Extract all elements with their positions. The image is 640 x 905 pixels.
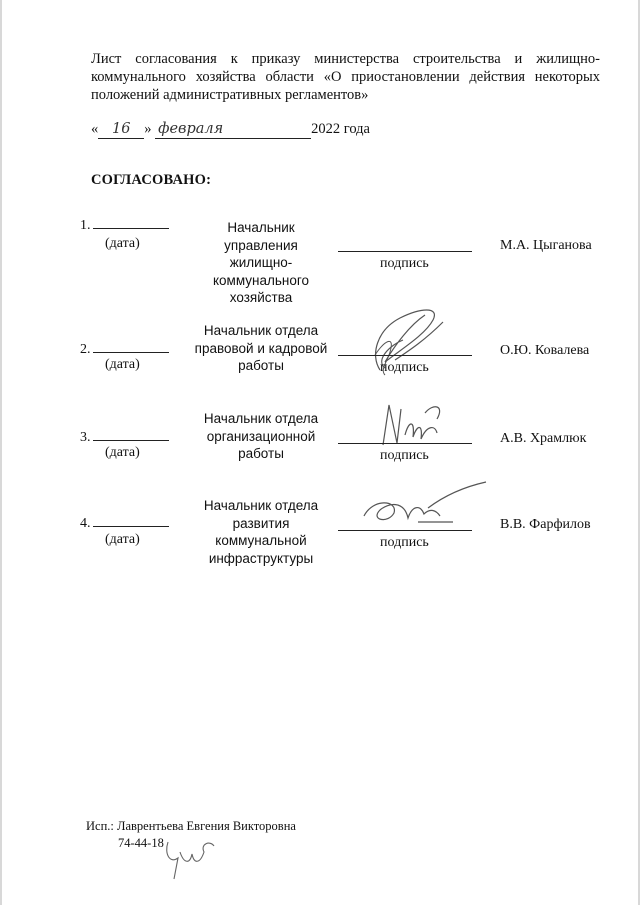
date-caption: (дата) [105,445,140,460]
date-line [91,120,370,139]
page-left-edge [0,0,2,905]
position-title: Начальник отдела правовой и кадровой работы [194,323,328,373]
signature-caption: подпись [380,256,429,271]
approval-number: 1. [80,216,169,234]
date-close-quote: » [144,121,152,137]
document-header: Лист согласования к приказу министерства строительства и жилищно-коммунального хозяйства области «О приостановлении действия некоторых положений административных регламентов» [91,51,600,103]
signature-line [338,530,472,531]
date-caption: (дата) [105,532,140,547]
approver-name: М.А. Цыганова [500,238,592,253]
signature-caption: подпись [380,535,429,550]
executor-phone: 74-44-18 [118,836,164,850]
position-title: Начальник управления жилищно- коммунального хозяйства [212,220,309,305]
signature-line [338,355,472,356]
date-caption: (дата) [105,357,140,372]
signature-farfilov [358,478,493,533]
approver-name: В.В. Фарфилов [500,517,591,532]
date-blank-line [93,216,169,229]
approval-number: 2. [80,340,169,358]
date-year: 2022 года [311,121,370,137]
approval-number: 4. [80,514,169,532]
date-blank-line [93,514,169,527]
agreed-heading: СОГЛАСОВАНО: [91,172,212,188]
executor-signature [160,834,220,884]
approver-name: А.В. Храмлюк [500,431,587,446]
signature-caption: подпись [380,448,429,463]
signature-khramlyuk [375,395,455,455]
position-title: Начальник отдела развития коммунальной инфраструктуры [203,498,319,566]
date-open-quote: « [91,121,99,137]
date-blank-line [93,340,169,353]
position-title: Начальник отдела организационной работы [203,411,319,461]
signature-caption: подпись [380,360,429,375]
date-blank-line [93,428,169,441]
signature-line [338,251,472,252]
approval-number: 3. [80,428,169,446]
approver-name: О.Ю. Ковалева [500,343,590,358]
date-caption: (дата) [105,236,140,251]
date-day-handwritten: 16 [98,120,144,139]
date-month-handwritten: февраля [155,120,311,139]
executor-name: Исп.: Лаврентьева Евгения Викторовна [86,819,296,833]
signature-line [338,443,472,444]
